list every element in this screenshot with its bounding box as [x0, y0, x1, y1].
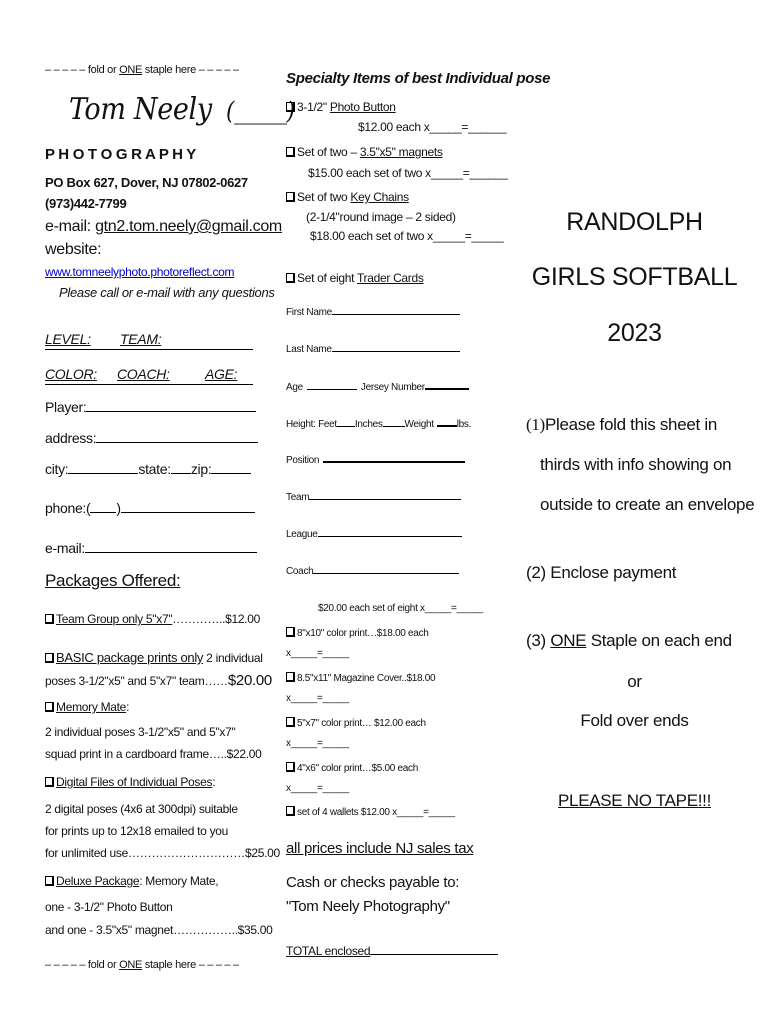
- deluxe-desc-3: and one - 3.5"x5" magnet……………..$35.00: [45, 923, 273, 937]
- memory-mate-desc-2: squad print in a cardboard frame…..$22.00: [45, 747, 262, 761]
- item-8x10-print[interactable]: 8"x10" color print…$18.00 each: [286, 627, 429, 639]
- checkbox-key-chains[interactable]: [286, 192, 295, 202]
- package-memory-mate[interactable]: Memory Mate:: [45, 700, 129, 714]
- package-deluxe[interactable]: Deluxe Package: Memory Mate,: [45, 874, 218, 888]
- checkbox-8x10[interactable]: [286, 627, 295, 637]
- coach-field[interactable]: Coach: [286, 566, 459, 577]
- packages-title: Packages Offered:: [45, 571, 181, 590]
- item-trader-cards[interactable]: Set of eight Trader Cards: [286, 271, 424, 285]
- color-coach-age-row: COLOR: COACH: AGE:: [45, 366, 253, 385]
- item-photo-button[interactable]: 3-1/2" Photo Button: [286, 100, 396, 114]
- 4x6-qty: x_____=_____: [286, 783, 349, 794]
- 8x10-qty: x_____=_____: [286, 648, 349, 659]
- league-field[interactable]: League: [286, 529, 462, 540]
- key-chains-price: $18.00 each set of two x_____=_____: [310, 229, 504, 243]
- position-field[interactable]: Position: [286, 455, 465, 466]
- deluxe-desc-2: one - 3-1/2" Photo Button: [45, 900, 173, 914]
- brand-paren-blank: (_____): [225, 97, 295, 125]
- no-tape-warning: PLEASE NO TAPE!!!: [558, 791, 711, 810]
- payable-line-2: "Tom Neely Photography": [286, 898, 450, 915]
- 5x7-qty: x_____=_____: [286, 738, 349, 749]
- checkbox-magazine-cover[interactable]: [286, 672, 295, 682]
- magazine-cover-qty: x_____=_____: [286, 693, 349, 704]
- last-name-field[interactable]: Last Name: [286, 344, 460, 355]
- studio-phone: (973)442-7799: [45, 196, 127, 211]
- specialty-title: Specialty Items of best Individual pose: [286, 70, 551, 87]
- contact-note: Please call or e-mail with any questions: [59, 285, 275, 300]
- website-link[interactable]: www.tomneelyphoto.photoreflect.com: [45, 265, 235, 279]
- key-chains-desc: (2-1/4"round image – 2 sided): [306, 210, 456, 224]
- checkbox-4x6[interactable]: [286, 762, 295, 772]
- photo-button-price: $12.00 each x_____=______: [358, 120, 507, 134]
- instruction-1b: thirds with info showing on: [540, 455, 732, 474]
- checkbox-basic[interactable]: [45, 653, 54, 663]
- tax-note: all prices include NJ sales tax: [286, 840, 474, 857]
- age-jersey-field[interactable]: Age Jersey Number: [286, 382, 469, 393]
- checkbox-magnets[interactable]: [286, 147, 295, 157]
- item-4x6-print[interactable]: 4"x6" color print…$5.00 each: [286, 762, 418, 774]
- payable-line-1: Cash or checks payable to:: [286, 874, 460, 891]
- brand-subtitle: P H O T O G R A P H Y: [45, 146, 196, 163]
- checkbox-digital-files[interactable]: [45, 777, 54, 787]
- event-title-2: GIRLS SOFTBALL: [531, 263, 738, 291]
- package-digital-files[interactable]: Digital Files of Individual Poses:: [45, 775, 215, 789]
- trader-cards-price: $20.00 each set of eight x_____=_____: [318, 603, 483, 614]
- website-label: website:: [45, 241, 102, 258]
- event-title-1: RANDOLPH: [566, 208, 703, 236]
- level-team-row: LEVEL: TEAM:: [45, 331, 253, 350]
- item-wallets[interactable]: set of 4 wallets $12.00 x_____=_____: [286, 806, 455, 818]
- checkbox-photo-button[interactable]: [286, 102, 295, 112]
- checkbox-5x7[interactable]: [286, 717, 295, 727]
- item-key-chains[interactable]: Set of two Key Chains: [286, 190, 409, 204]
- digital-desc-2: for prints up to 12x18 emailed to you: [45, 824, 229, 838]
- total-enclosed-field[interactable]: TOTAL enclosed: [286, 944, 498, 958]
- basic-description: poses 3-1/2"x5" and 5"x7" team……$20.00: [45, 672, 272, 689]
- first-name-field[interactable]: First Name: [286, 307, 460, 318]
- instruction-3: (3) ONE Staple on each end: [526, 631, 732, 650]
- brand-logo: [69, 92, 295, 127]
- item-magnets[interactable]: Set of two – 3.5"x5" magnets: [286, 145, 443, 159]
- player-field[interactable]: Player:: [45, 399, 256, 415]
- checkbox-deluxe[interactable]: [45, 876, 54, 886]
- city-state-zip-field[interactable]: city: state: zip:: [45, 461, 251, 477]
- team-field[interactable]: Team: [286, 492, 461, 503]
- instruction-or: or: [627, 672, 642, 691]
- phone-field[interactable]: phone:( ): [45, 500, 255, 516]
- package-basic[interactable]: BASIC package prints only 2 individual: [45, 650, 263, 665]
- instruction-1a: (1)Please fold this sheet in: [526, 415, 717, 434]
- instruction-1c: outside to create an envelope: [540, 495, 755, 514]
- item-5x7-print[interactable]: 5"x7" color print… $12.00 each: [286, 717, 426, 729]
- studio-email: e-mail: gtn2.tom.neely@gmail.com: [45, 218, 282, 235]
- checkbox-wallets[interactable]: [286, 806, 295, 816]
- instruction-2: (2) Enclose payment: [526, 563, 677, 582]
- item-magazine-cover[interactable]: 8.5"x11" Magazine Cover..$18.00: [286, 672, 435, 684]
- height-weight-field[interactable]: Height: Feet Inches Weight lbs.: [286, 419, 472, 430]
- digital-desc-3: for unlimited use…………………………$25.00: [45, 846, 280, 860]
- fold-instruction-bottom: ‒ ‒ ‒ ‒ ‒ fold or ONE staple here ‒ ‒ ‒ ‒ ‒: [45, 959, 239, 971]
- fold-instruction-top: ‒ ‒ ‒ ‒ ‒ fold or ONE staple here ‒ ‒ ‒ ‒ ‒: [45, 64, 239, 76]
- studio-address: PO Box 627, Dover, NJ 07802-0627: [45, 175, 248, 190]
- brand-signature: Tom Neely: [69, 92, 212, 127]
- event-year: 2023: [607, 319, 662, 347]
- checkbox-trader-cards[interactable]: [286, 273, 295, 283]
- memory-mate-desc-1: 2 individual poses 3-1/2"x5" and 5"x7": [45, 725, 236, 739]
- package-team-group[interactable]: Team Group only 5"x7"…………..$12.00: [45, 612, 260, 626]
- address-field[interactable]: address:: [45, 430, 258, 446]
- email-link[interactable]: gtn2.tom.neely@gmail.com: [95, 218, 282, 235]
- email-field[interactable]: e-mail:: [45, 540, 257, 556]
- checkbox-memory-mate[interactable]: [45, 702, 54, 712]
- digital-desc-1: 2 digital poses (4x6 at 300dpi) suitable: [45, 802, 238, 816]
- checkbox-team-group[interactable]: [45, 614, 54, 624]
- magnets-price: $15.00 each set of two x_____=______: [308, 166, 508, 180]
- instruction-fold-ends: Fold over ends: [580, 711, 689, 730]
